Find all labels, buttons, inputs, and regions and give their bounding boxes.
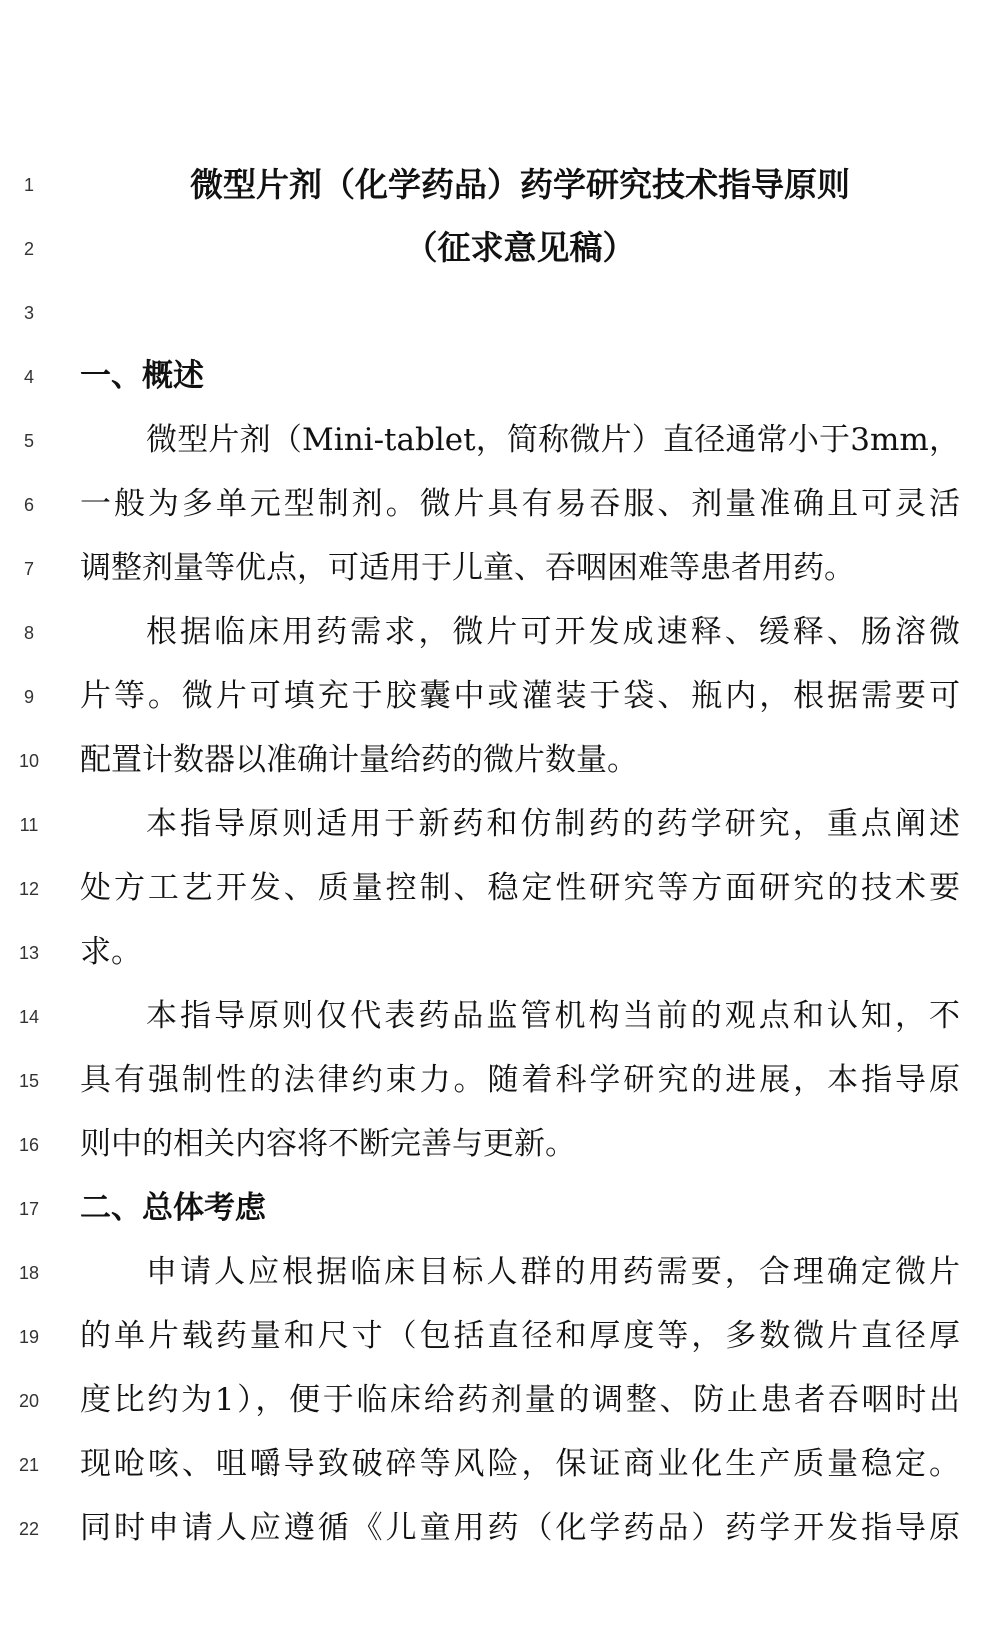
body-line-11: 本指导原则适用于新药和仿制药的药学研究，重点阐述 <box>146 806 960 842</box>
body-line-14: 本指导原则仅代表药品监管机构当前的观点和认知，不 <box>146 998 960 1034</box>
line-number-19: 19 <box>18 1327 40 1347</box>
line-number-7: 7 <box>23 559 34 579</box>
line-number-1: 1 <box>23 175 34 195</box>
section-heading-general-considerations: 二、总体考虑 <box>80 1190 266 1226</box>
line-number-22: 22 <box>18 1519 40 1539</box>
body-line-8: 根据临床用药需求，微片可开发成速释、缓释、肠溶微 <box>146 614 960 650</box>
line-number-10: 10 <box>18 751 40 771</box>
body-line-6: 一般为多单元型制剂。微片具有易吞服、剂量准确且可灵活 <box>80 486 960 522</box>
line-number-12: 12 <box>18 879 40 899</box>
line-number-15: 15 <box>18 1071 40 1091</box>
body-line-15: 具有强制性的法律约束力。随着科学研究的进展，本指导原 <box>80 1062 960 1098</box>
line-number-13: 13 <box>18 943 40 963</box>
body-line-5: 微型片剂（Mini-tablet，简称微片）直径通常小于3mm， <box>146 422 960 458</box>
body-line-12: 处方工艺开发、质量控制、稳定性研究等方面研究的技术要 <box>80 870 960 906</box>
line-number-17: 17 <box>18 1199 40 1219</box>
line-number-20: 20 <box>18 1391 40 1411</box>
line-number-21: 21 <box>18 1455 40 1475</box>
line-number-11: 11 <box>19 815 39 835</box>
line-number-5: 5 <box>23 431 34 451</box>
line-number-14: 14 <box>18 1007 40 1027</box>
body-line-16: 则中的相关内容将不断完善与更新。 <box>80 1126 576 1162</box>
body-line-10: 配置计数器以准确计量给药的微片数量。 <box>80 742 638 778</box>
document-subtitle: （征求意见稿） <box>404 228 636 267</box>
body-line-19: 的单片载药量和尺寸（包括直径和厚度等，多数微片直径厚 <box>80 1318 960 1354</box>
section-heading-overview: 一、概述 <box>80 358 204 394</box>
line-number-8: 8 <box>23 623 34 643</box>
body-line-22: 同时申请人应遵循《儿童用药（化学药品）药学开发指导原 <box>80 1510 960 1546</box>
line-number-2: 2 <box>23 239 34 259</box>
line-number-16: 16 <box>18 1135 40 1155</box>
body-line-20: 度比约为1），便于临床给药剂量的调整、防止患者吞咽时出 <box>80 1382 960 1418</box>
body-line-13: 求。 <box>80 934 142 970</box>
line-number-4: 4 <box>23 367 34 387</box>
document-title: 微型片剂（化学药品）药学研究技术指导原则 <box>190 165 850 204</box>
line-number-6: 6 <box>23 495 34 515</box>
body-line-9: 片等。微片可填充于胶囊中或灌装于袋、瓶内，根据需要可 <box>80 678 960 714</box>
body-line-21: 现呛咳、咀嚼导致破碎等风险，保证商业化生产质量稳定。 <box>80 1446 960 1482</box>
line-number-3: 3 <box>23 303 34 323</box>
body-line-7: 调整剂量等优点，可适用于儿童、吞咽困难等患者用药。 <box>80 550 855 586</box>
body-line-18: 申请人应根据临床目标人群的用药需要，合理确定微片 <box>146 1254 960 1290</box>
line-number-9: 9 <box>23 687 34 707</box>
line-number-18: 18 <box>18 1263 40 1283</box>
